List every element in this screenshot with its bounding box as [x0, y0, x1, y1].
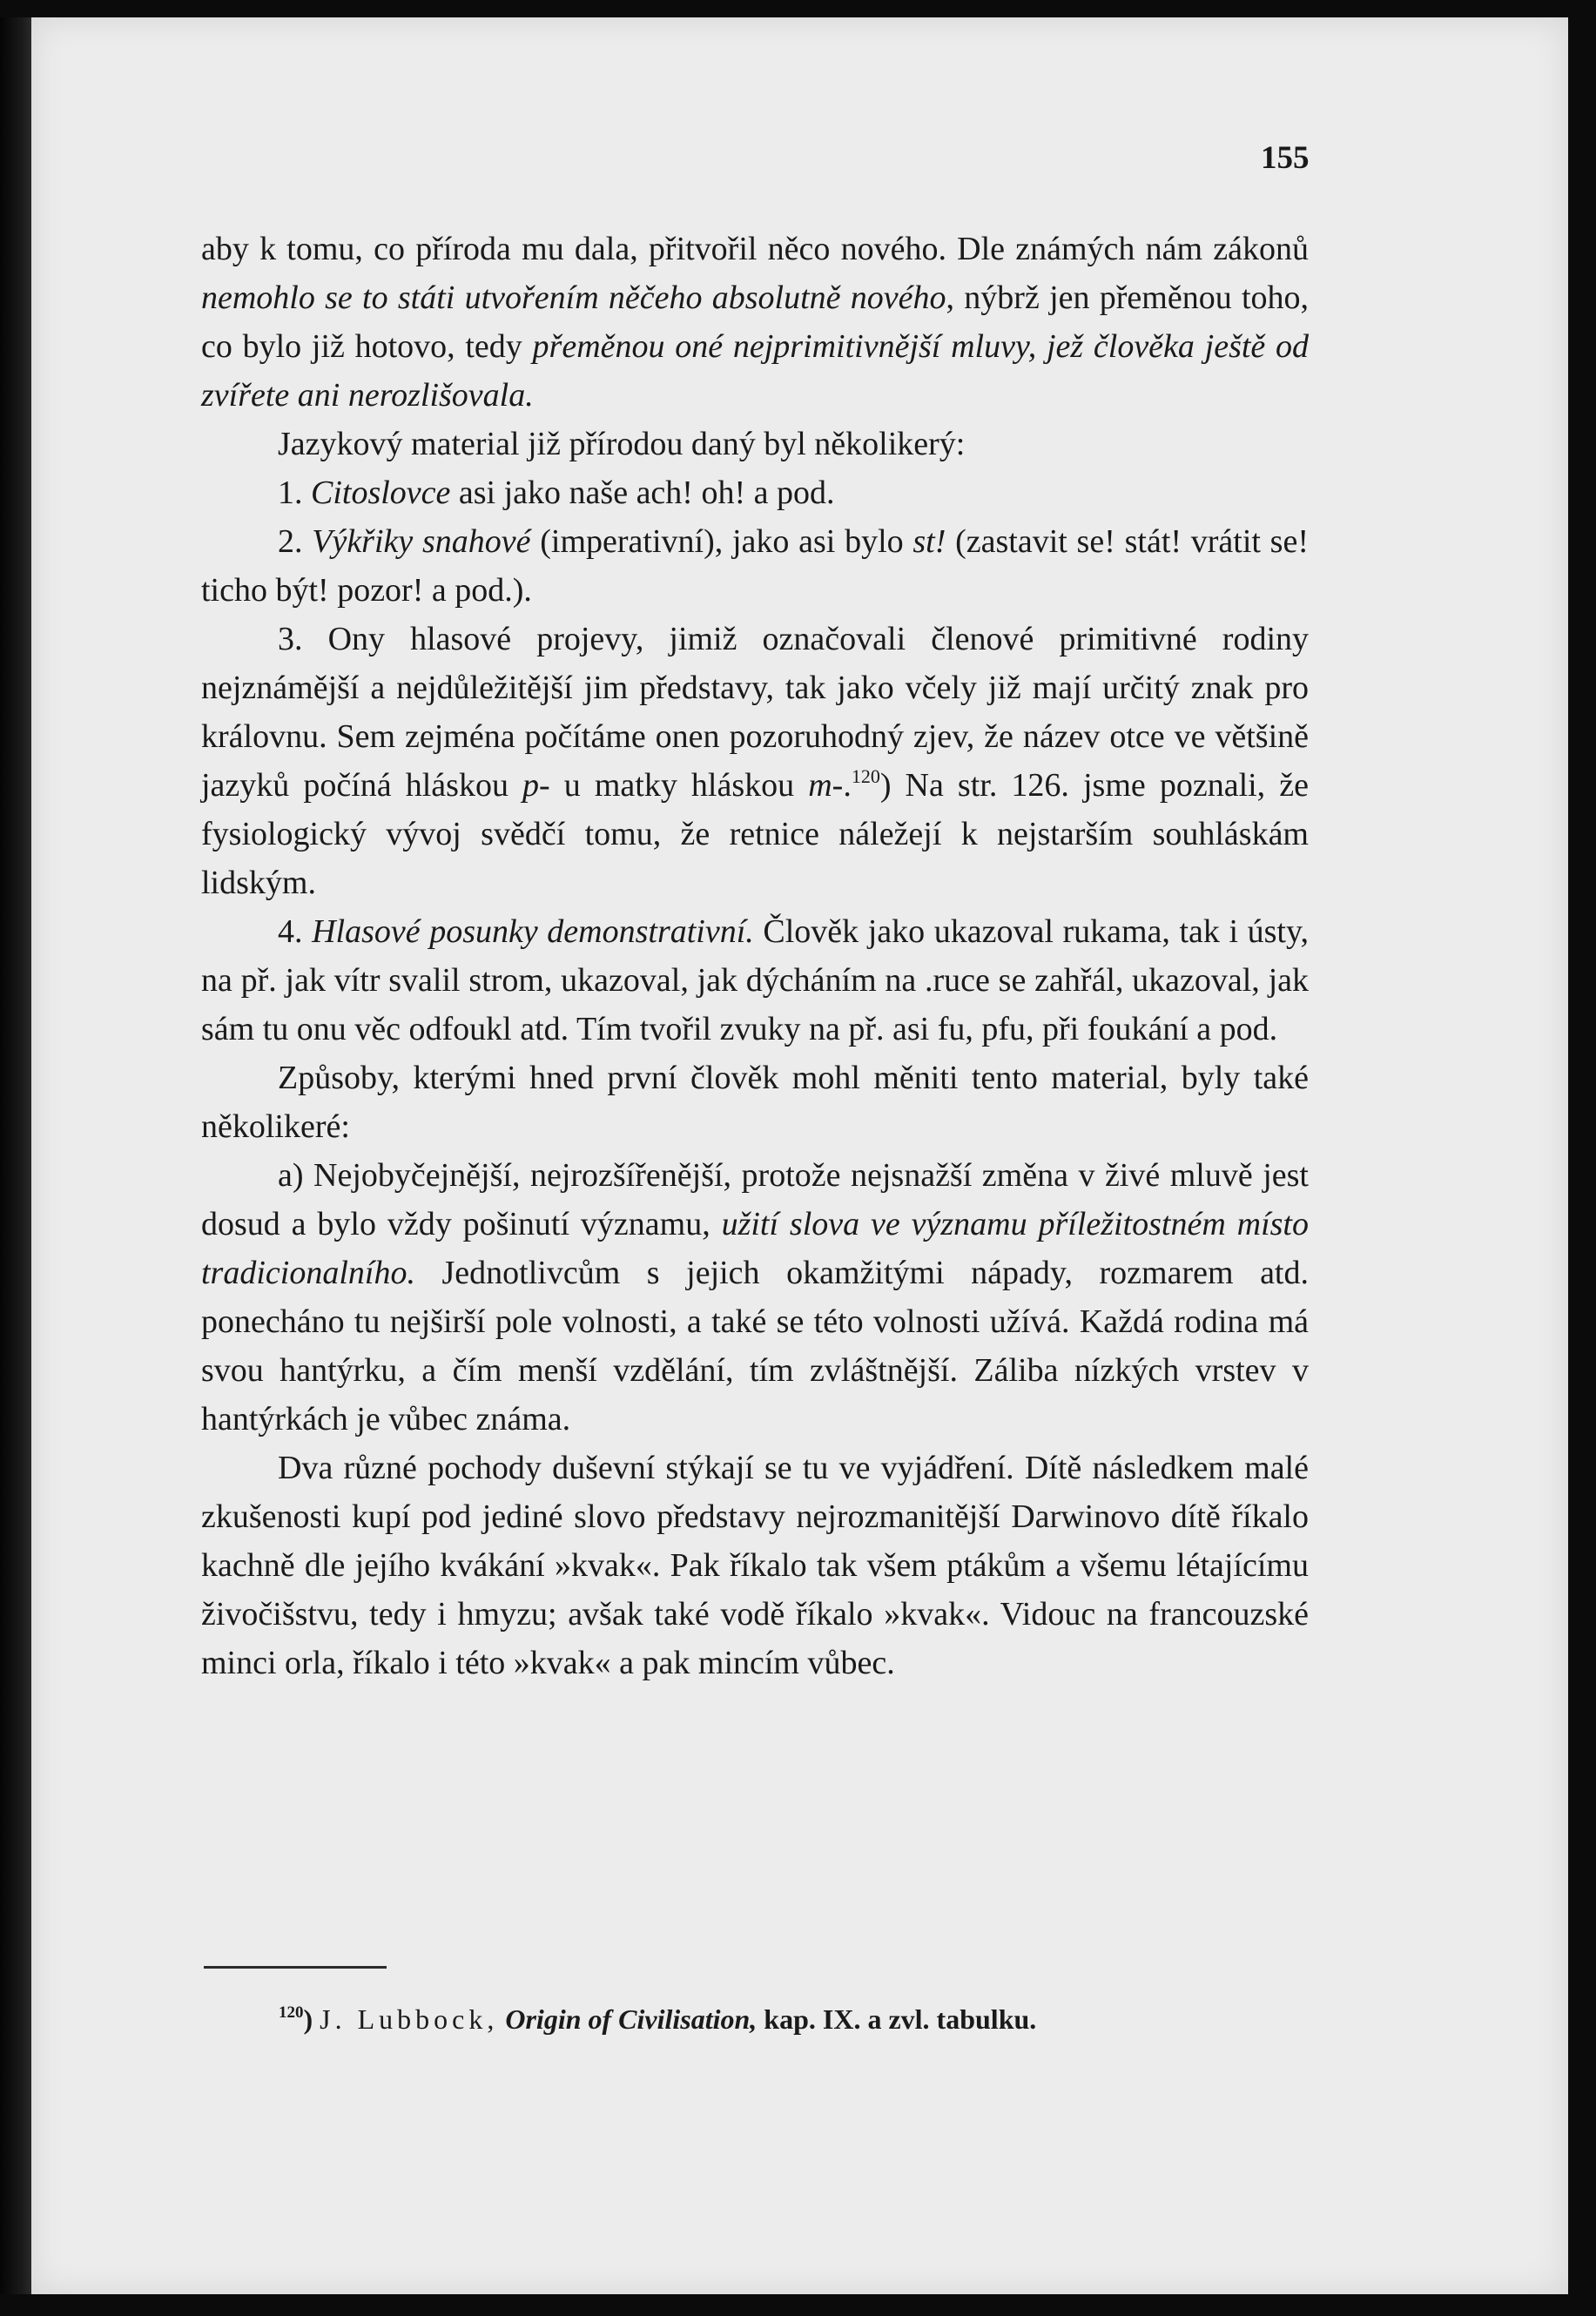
italic-text: Citoslovce — [311, 475, 451, 511]
body-text — [201, 225, 1309, 1687]
footnote-title: Origin of Civilisation, — [505, 2003, 758, 2035]
text-run: aby k tomu, co příroda mu dala, přitvořil něco nového. Dle známých nám zákonů — [201, 231, 1309, 267]
text-run: (imperativní), jako asi bylo — [530, 523, 913, 560]
paragraph — [201, 225, 1309, 420]
footnote-marker-close: ) — [303, 2003, 313, 2035]
text-run: , nýbrž jen přeměnou toho, co bylo již hotovo, tedy — [201, 279, 1310, 365]
book-binding-edge — [0, 17, 31, 2294]
text-run: ) Na str. 126. jsme poznali, že fysiologický vývoj svědčí tomu, že retnice náležejí k nejstarším souhláskám lidským. — [201, 767, 1309, 901]
italic-text: st! — [912, 523, 946, 560]
page-number: 155 — [1261, 140, 1310, 176]
text-run: Člověk jako ukazoval rukama, tak i ústy, na př. jak vítr svalil strom, ukazoval, jak dýcháním na .ruce se zahřál, ukazoval, jak sám tu onu věc odfoukl atd. Tím tvořil zvuky na př. asi fu, pfu, při foukání a pod. — [201, 913, 1310, 1047]
text-run: . — [843, 767, 852, 804]
text-run: a) Nejobyčejnější, nejrozšířenější, protože nejsnažší změna v živé mluvě jest dosud a bylo vždy pošinutí významu, — [201, 1157, 1309, 1242]
text-run: Jednotlivcům s jejich okamžitými nápady, rozmarem atd. ponecháno tu nejširší pole volnosti, a také se této volnosti užívá. Každá rodina má svou hantýrku, a čím menší vzdělání, tím zvláštnější. Záliba nízkých vrstev v hantýrkách je vůbec známa. — [201, 1255, 1309, 1437]
text-run: u matky hláskou — [549, 767, 809, 804]
footnote — [279, 2000, 1254, 2038]
footnote-reference: 120 — [851, 765, 880, 787]
footnote-marker: 120 — [279, 2003, 304, 2022]
text-run: asi jako naše ach! oh! a pod. — [450, 475, 835, 511]
italic-text: přeměnou oné nejprimitivnější mluvy, jež člověka ještě od zvířete ani nerozlišovala. — [201, 328, 1310, 414]
paragraph — [201, 517, 1309, 615]
text-run: Jazykový material již přírodou daný byl několikerý: — [278, 426, 966, 462]
italic-text: Hlasové posunky demonstrativní. — [312, 913, 754, 950]
text-run: Způsoby, kterými hned první člověk mohl měniti tento material, byly také několikeré: — [201, 1060, 1309, 1145]
text-run: 3. Ony hlasové projevy, jimiž označovali členové primitivné rodiny nejznámější a nejdůležitější jim představy, tak jako včely již mají určitý znak pro královnu. Sem zejména počítáme onen pozoruhodný zjev, že název otce ve většině jazyků počíná hláskou — [201, 621, 1309, 804]
text-run: 2. — [278, 523, 313, 560]
paragraph — [201, 615, 1309, 907]
italic-text: užití slova ve významu příležitostném místo tradicionalního. — [201, 1206, 1309, 1291]
footnote-rest: kap. IX. a zvl. tabulku. — [764, 2003, 1037, 2035]
footnote-separator — [204, 1966, 387, 1969]
paragraph — [201, 468, 1309, 517]
paragraph — [201, 1054, 1309, 1151]
italic-text: Výkřiky snahové — [312, 523, 531, 560]
italic-text: p- — [522, 767, 550, 804]
footnote-author: J. Lubbock, — [320, 2003, 499, 2035]
paragraph — [201, 907, 1309, 1054]
italic-text: nemohlo se to státi utvořením něčeho absolutně nového — [201, 279, 946, 316]
paragraph — [201, 1444, 1309, 1687]
text-run: (zastavit se! stát! vrátit se! ticho být! pozor! a pod.). — [201, 523, 1309, 609]
paragraph — [201, 420, 1309, 468]
text-run: 1. — [278, 475, 311, 511]
italic-text: m- — [808, 767, 844, 804]
paragraph — [201, 1151, 1309, 1444]
text-run: Dva různé pochody duševní stýkají se tu ve vyjádření. Dítě následkem malé zkušenosti kupí pod jediné slovo představy nejrozmanitější Darwinovo dítě říkalo kachně dle jejího kvákání »kvak«. Pak říkalo tak všem ptákům a všemu létajícímu živočišstvu, tedy i hmyzu; avšak také vodě říkalo »kvak«. Vidouc na francouzské minci orla, říkalo i této »kvak« a pak mincím vůbec. — [201, 1450, 1309, 1681]
text-run: 4. — [278, 913, 313, 950]
